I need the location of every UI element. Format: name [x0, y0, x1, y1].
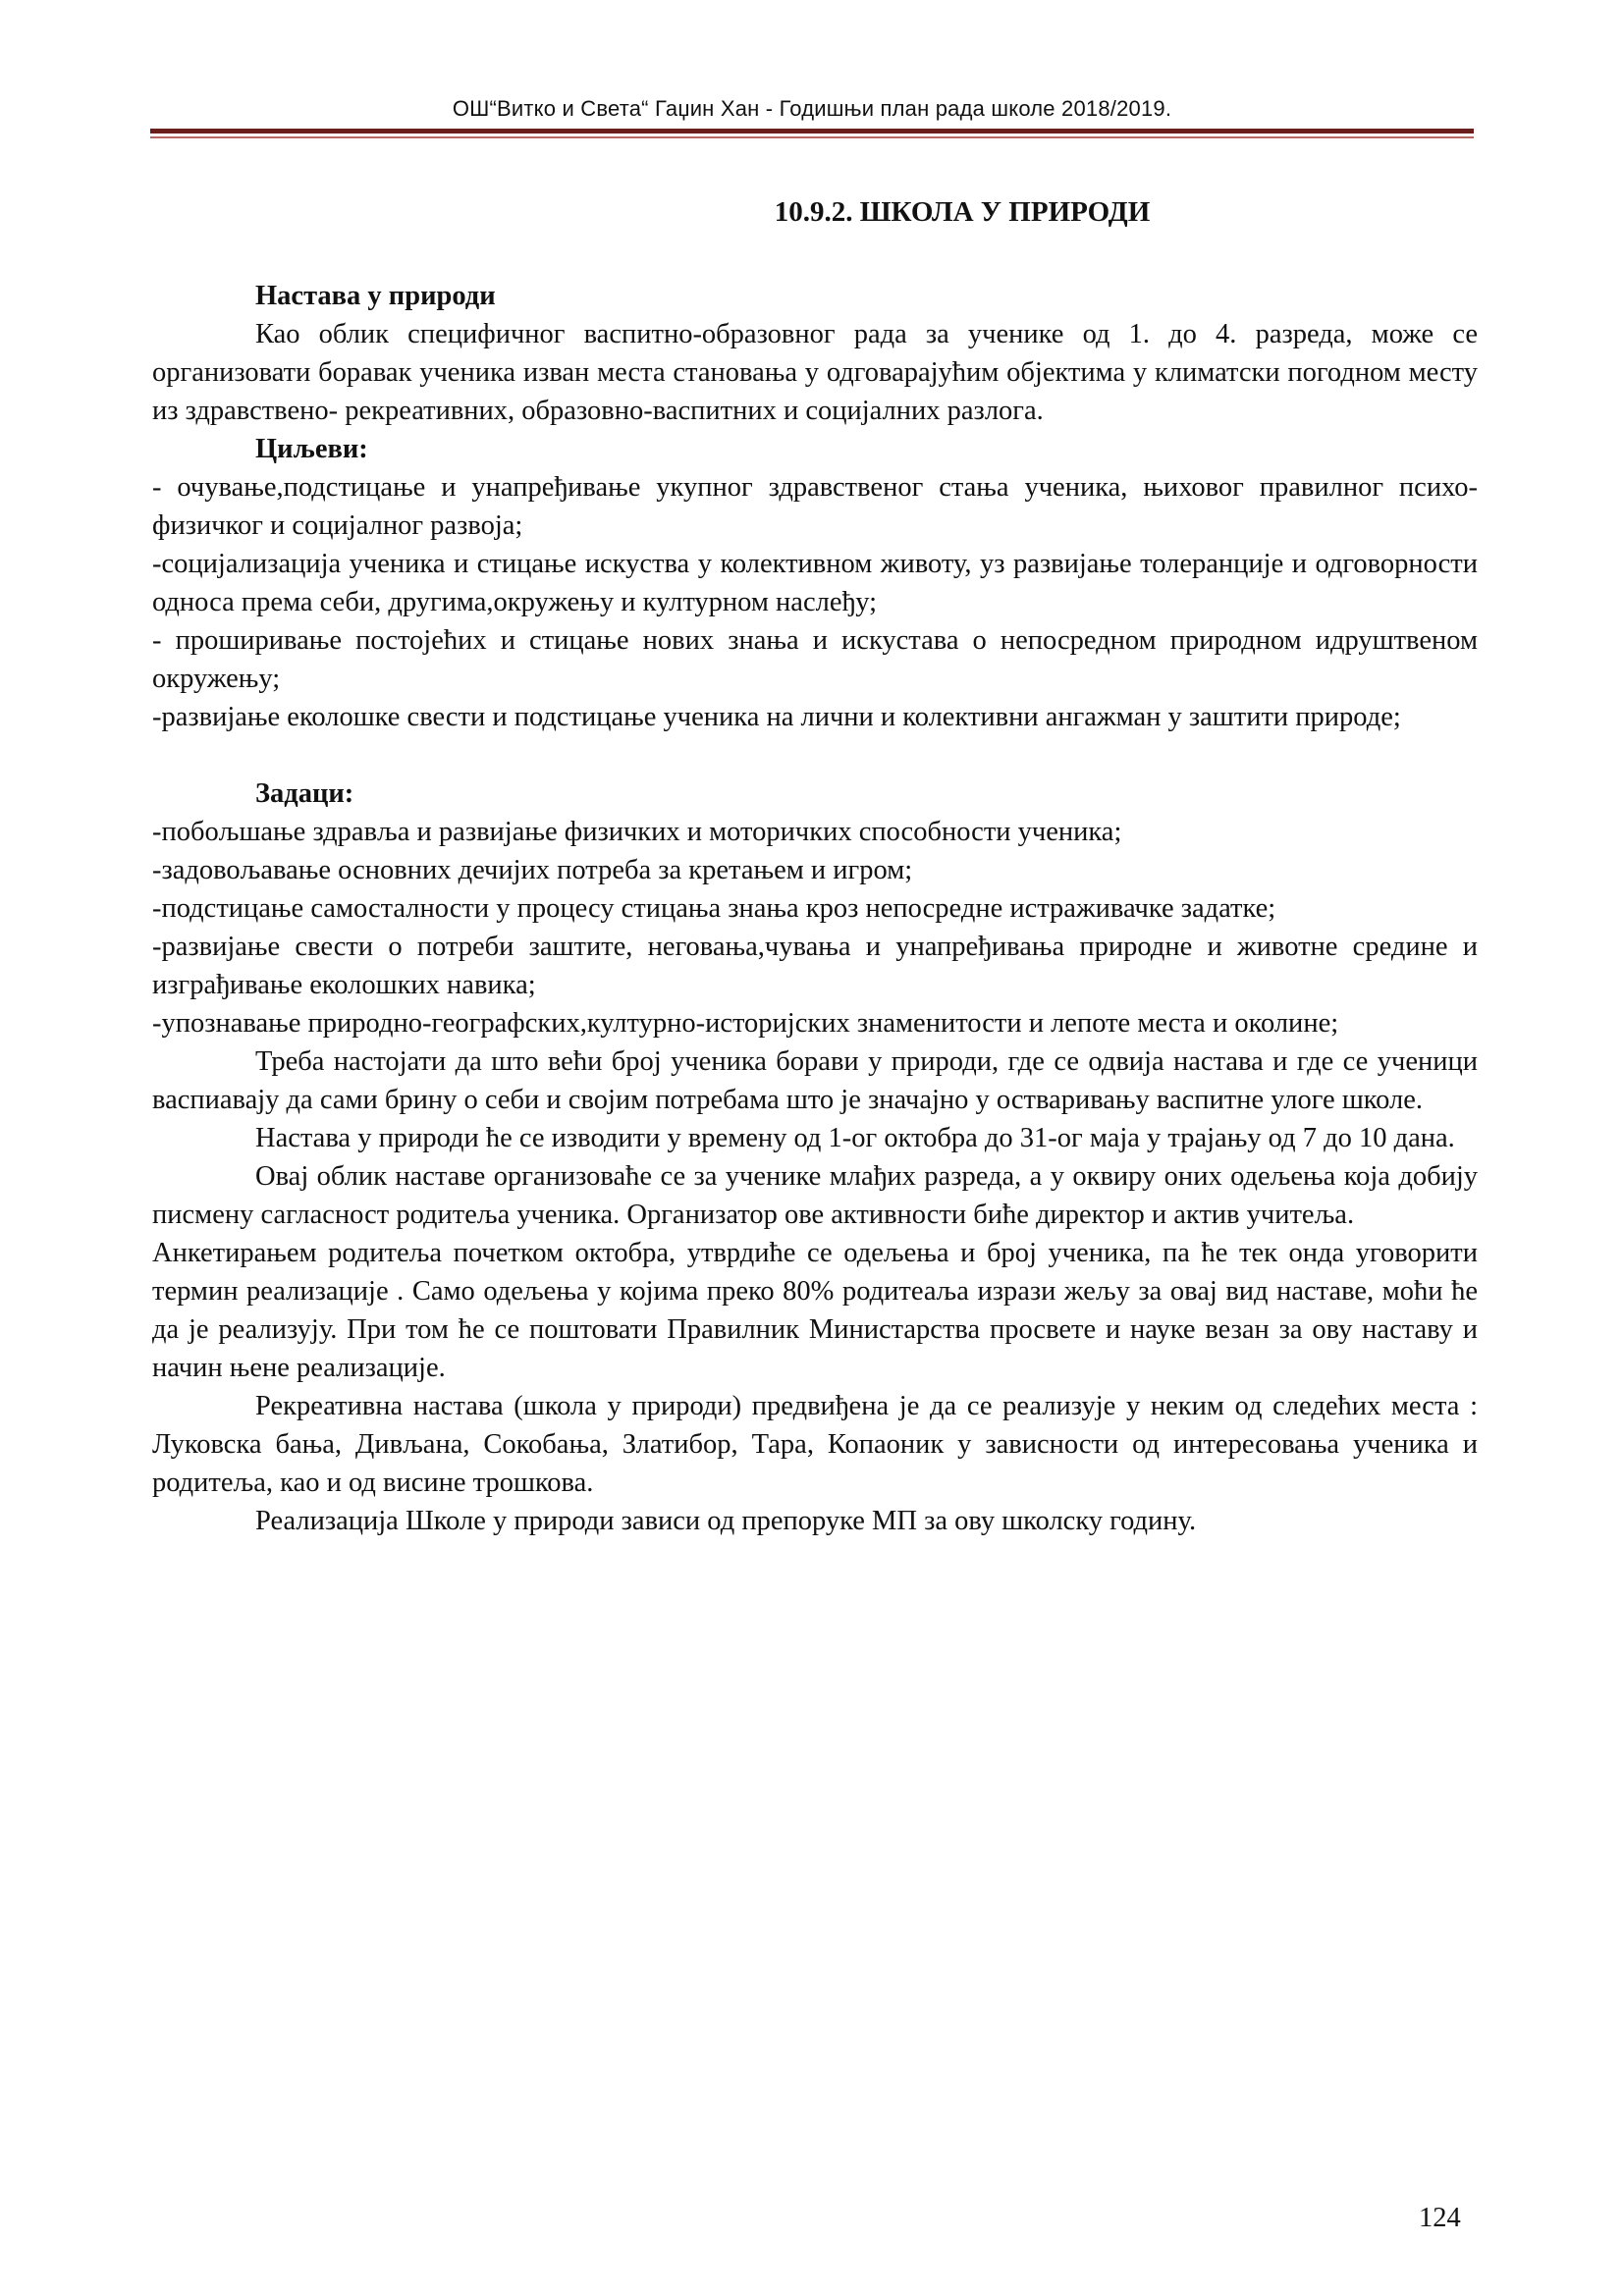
task-item: -задовољавање основних дечијих потреба за кретањем и игром; — [152, 855, 913, 885]
page-body — [152, 187, 1478, 1540]
goal-item: - очување,подстицање и унапређивање укупног здравственог стања ученика, њиховог правилног психо-физичког и социјалног развоја; — [152, 472, 1478, 541]
goal-item: -развијање еколошке свести и подстицање ученика на лични и колективни ангажман у заштити природе; — [152, 702, 1401, 732]
section-title: 10.9.2. ШКОЛА У ПРИРОДИ — [774, 196, 1151, 228]
paragraph-survey: Анкетирањем родитеља почетком октобра, утврдиће се одељења и број ученика, па ће тек онда уговорити термин реализације . Само одељења у којима преко 80% родитеаља изрази жељу за овај вид наставе, моћи ће да је реализују. При том ће се поштовати Правилник Министарства просвете и науке везан за ову наставу и начин њене реализације. — [152, 1238, 1478, 1383]
page-number: 124 — [1419, 2203, 1461, 2233]
goal-item: - проширивање постојећих и стицање нових знања и искустава о непосредном природном идруштвеном окружењу; — [152, 625, 1478, 694]
header-rule-thin — [150, 136, 1474, 138]
paragraph-realization: Реализација Школе у природи зависи од препоруке МП за ову школску годину. — [255, 1506, 1197, 1536]
intro-paragraph: Као облик специфичног васпитно-образовног рада за ученике од 1. до 4. разреда, може се организовати боравак ученика изван места становања у одговарајућим објектима у климатски погодном месту из здравствено- рекреативних, образовно-васпитних и социјалних разлога. — [152, 319, 1478, 426]
goals-heading: Циљеви: — [255, 434, 368, 464]
task-item: -развијање свести о потреби заштите, неговања,чувања и унапређивања природне и животне средине и изграђивање еколошких навика; — [152, 932, 1478, 1000]
task-item: -побољшање здравља и развијање физичких и моторичких способности ученика; — [152, 817, 1122, 847]
subheading-nastava: Настава у природи — [255, 281, 496, 311]
goal-item: -социјализација ученика и стицање искуства у колективном животу, уз развијање толеранције и одговорности односа према себи, другима,окружењу и културном наслеђу; — [152, 549, 1478, 617]
paragraph-organization: Овај облик наставе организоваће се за ученике млађих разреда, а у оквиру оних одељења која добију писмену сагласност родитеља ученика. Организатор ове активности биће директор и актив учитеља. — [152, 1161, 1478, 1230]
paragraph-locations: Рекреативна настава (школа у природи) предвиђена је да се реализује у неким од следећих места : Луковска бања, Дивљана, Сокобања, Златибор, Тара, Копаоник у зависности од интересовања ученика и родитеља, као и од висине трошкова. — [152, 1391, 1478, 1498]
task-item: -упознавање природно-географских,културно-историјских знаменитости и лепоте места и околине; — [152, 1008, 1339, 1039]
paragraph-participation: Треба настојати да што већи број ученика борави у природи, где се одвија настава и где се ученици васпиавају да сами брину о себи и својим потребама што је значајно у остваривању васпитне улоге школе. — [152, 1046, 1478, 1115]
spacer — [152, 736, 1478, 774]
task-item: -подстицање самосталности у процесу стицања знања кроз непосредне истраживачке задатке; — [152, 893, 1276, 924]
paragraph-period: Настава у природи ће се изводити у времену од 1-ог октобра до 31-ог маја у трајању од 7 до 10 дана. — [255, 1123, 1455, 1153]
tasks-heading: Задаци: — [255, 778, 354, 809]
header-rule-thick — [150, 129, 1474, 133]
running-header: ОШ“Витко и Света“ Гаџин Хан - Годишњи план рада школе 2018/2019. — [452, 96, 1172, 121]
